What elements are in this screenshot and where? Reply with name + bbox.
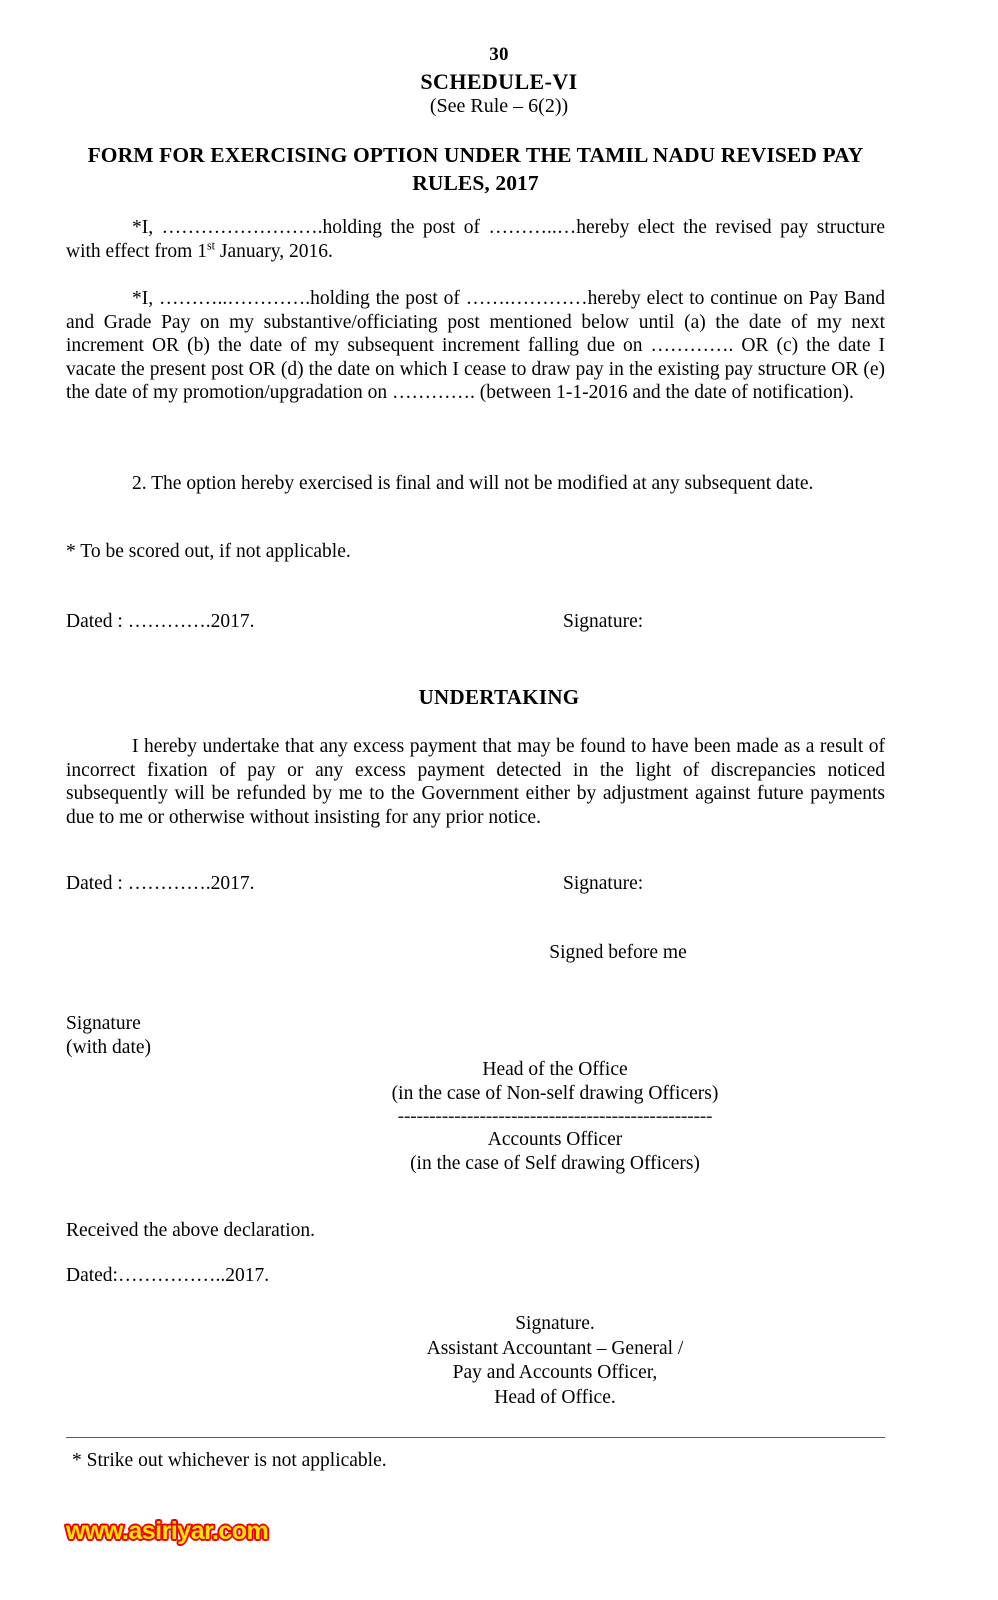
officer-designation-block bbox=[230, 1058, 880, 1176]
receipt-designation-line-3: Head of Office. bbox=[494, 1386, 616, 1408]
footer-footnote: * Strike out whichever is not applicable. bbox=[72, 1450, 387, 1471]
option-paragraph-3: 2. The option hereby exercised is final and will not be modified at any subsequent date. bbox=[132, 473, 814, 494]
scored-out-note: * To be scored out, if not applicable. bbox=[66, 541, 351, 562]
option-paragraph-1-text-b: January, 2016. bbox=[215, 240, 333, 262]
received-declaration-line: Received the above declaration. bbox=[66, 1220, 316, 1241]
accounts-officer-note: (in the case of Self drawing Officers) bbox=[410, 1153, 700, 1174]
footer-divider bbox=[66, 1437, 885, 1438]
option-dated-signature-row bbox=[66, 611, 885, 633]
option-dated-label: Dated : ………….2017. bbox=[66, 611, 255, 632]
undertaking-dated-signature-row bbox=[66, 873, 885, 895]
receipt-designation-line-1: Assistant Accountant – General / bbox=[426, 1337, 684, 1359]
accounts-officer-label: Accounts Officer bbox=[487, 1129, 623, 1150]
page-number: 30 bbox=[489, 44, 509, 65]
receipt-signature-block bbox=[230, 1312, 880, 1410]
option-paragraph-1-text-a: *I, …………………….holding the post of ………..…hereby elect the revised pay structure with effect from 1 bbox=[66, 217, 885, 262]
undertaking-dated-label: Dated : ………….2017. bbox=[66, 873, 255, 894]
schedule-title: SCHEDULE-VI bbox=[420, 69, 578, 94]
attestation-signature-block bbox=[66, 1012, 151, 1060]
receipt-designation-line-2: Pay and Accounts Officer, bbox=[452, 1362, 658, 1383]
option-paragraph-2: *I, ………..………….holding the post of …….…………hereby elect to continue on Pay Band and Grade Pay on my substantive/officiating post mentioned below until (a) the date of my next increment OR (b) the date of my subsequent increment falling due on …………. OR (c) the date I vacate the present post OR (d) the date on which I cease to draw pay in the existing pay structure OR (e) the date of my promotion/upgradation on …………. (between 1-1-2016 and the date of notification). bbox=[66, 288, 885, 403]
form-title: FORM FOR EXERCISING OPTION UNDER THE TAMIL NADU REVISED PAY RULES, 2017 bbox=[87, 143, 864, 195]
undertaking-heading: UNDERTAKING bbox=[418, 685, 580, 709]
undertaking-body: I hereby undertake that any excess payment that may be found to have been made as a result of incorrect fixation of pay or any excess payment detected in the light of discrepancies noticed subsequently will be refunded by me to the Government either by adjustment against future payments due to me or otherwise without insisting for any prior notice. bbox=[66, 736, 885, 828]
signed-before-me-label: Signed before me bbox=[549, 942, 687, 963]
attestation-with-date-label: (with date) bbox=[66, 1037, 152, 1058]
head-of-office-label: Head of the Office bbox=[482, 1059, 628, 1080]
head-of-office-note: (in the case of Non-self drawing Officers) bbox=[391, 1083, 719, 1104]
ordinal-suffix: st bbox=[206, 238, 216, 252]
option-paragraph-1 bbox=[66, 216, 885, 263]
officer-divider: -------------------------------------------------- bbox=[397, 1106, 713, 1127]
see-rule-reference: (See Rule – 6(2)) bbox=[429, 95, 569, 117]
attestation-signature-label: Signature bbox=[66, 1013, 141, 1034]
site-watermark: www.asiriyar.com bbox=[66, 1517, 269, 1545]
undertaking-signature-label: Signature: bbox=[563, 873, 644, 894]
option-signature-label: Signature: bbox=[563, 611, 644, 632]
receipt-dated-label: Dated:……………..2017. bbox=[66, 1265, 270, 1286]
receipt-signature-label: Signature. bbox=[515, 1313, 595, 1334]
